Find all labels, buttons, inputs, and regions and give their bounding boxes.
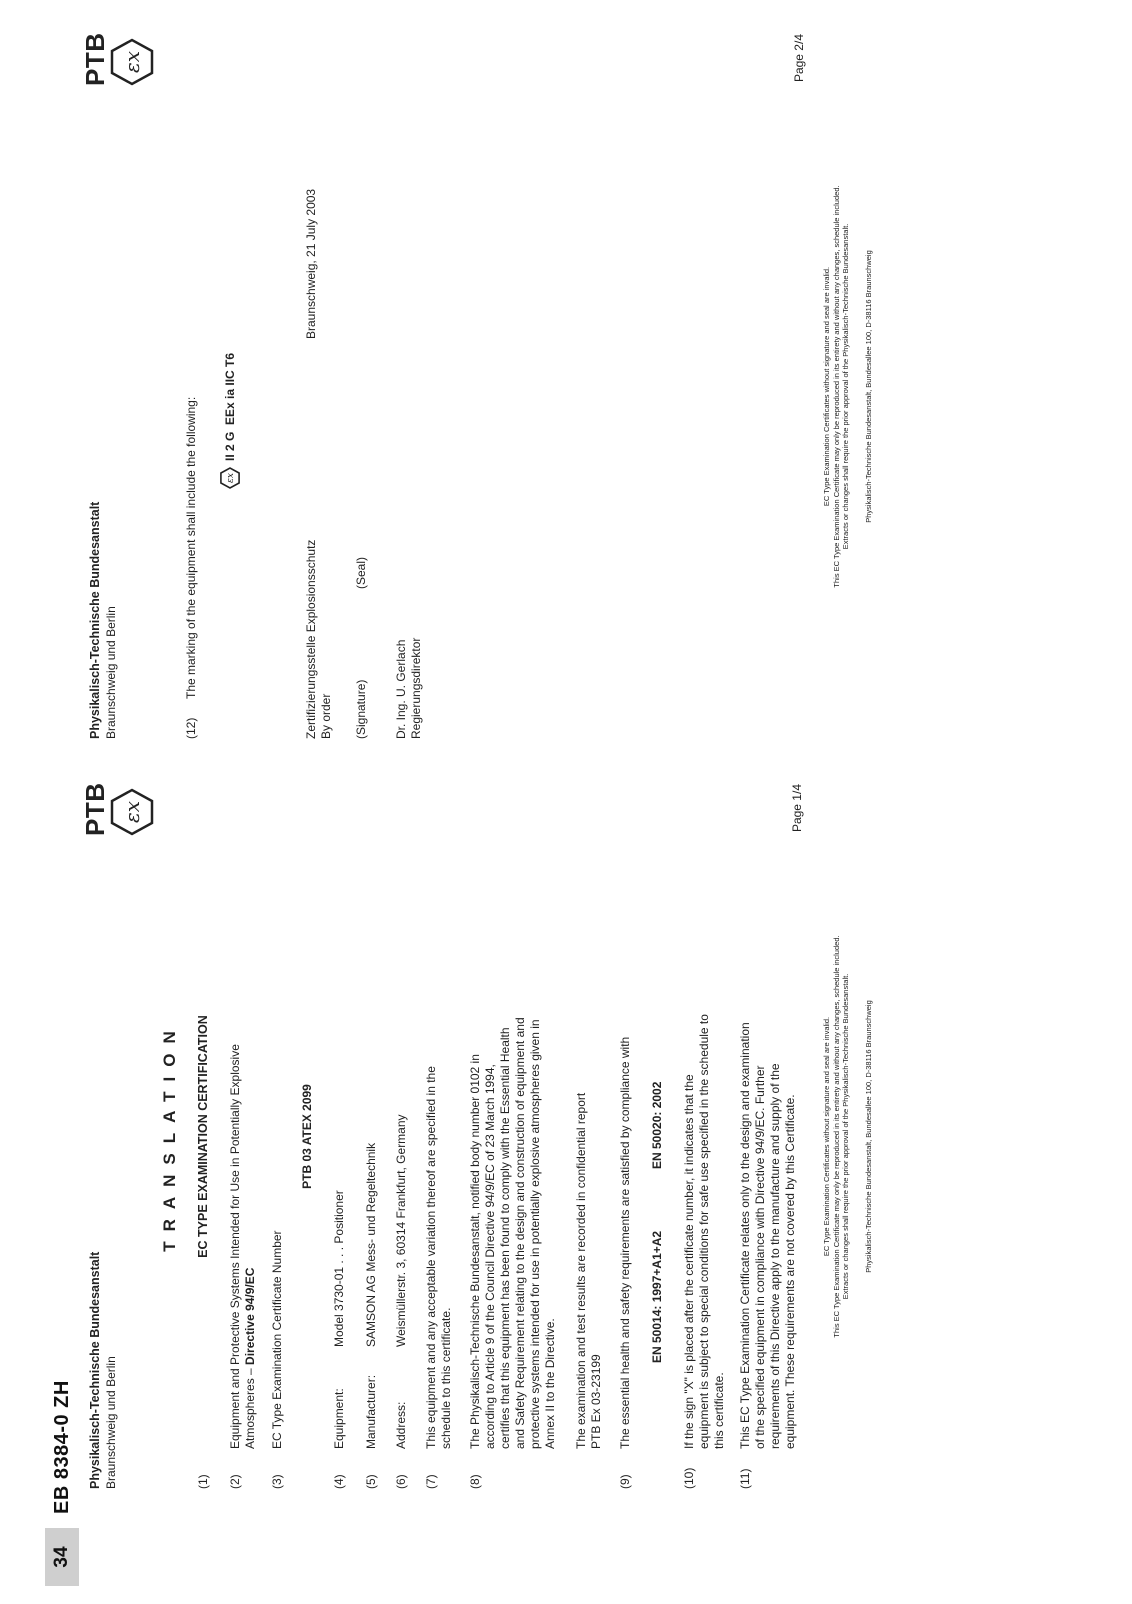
item-8-line: certifies that this equipment has been found to comply with the Essential Health	[498, 1027, 512, 1449]
footer-line: Extracts or changes shall require the prior approval of the Physikalisch-Technische Bundesanstalt.	[841, 973, 850, 1300]
footer-address-1: Physikalisch-Technische Bundesanstalt, Bundesallee 100, D-38116 Braunschweig	[864, 1000, 873, 1273]
item-7-line: This equipment and any acceptable variation thereof are specified in the	[424, 1066, 438, 1449]
svg-text:εx: εx	[226, 473, 237, 483]
signature: (Signature)	[354, 679, 368, 739]
ptb-logo-text: PTB	[80, 32, 110, 86]
certificate-page-2	[80, 32, 1098, 739]
item-8-line: protective systems intended for use in potentially explosive atmospheres given in	[528, 1019, 542, 1449]
footer-line: EC Type Examination Certificates without signature and seal are invalid.	[822, 266, 831, 507]
translation-heading: TRANSLATION	[160, 1021, 179, 1252]
page-label-2: Page 2/4	[792, 34, 806, 83]
item-11-line: requirements of this Directive apply to the manufacture and supply of the	[768, 1063, 782, 1449]
marking-code: II 2 G EEx ia IIC T6	[222, 352, 237, 461]
signer-title: Regierungsdirektor	[409, 637, 423, 739]
footer-line: This EC Type Examination Certificate may only be reproduced in its entirety and without any changes, schedule included.	[831, 185, 841, 588]
manufacturer-label: Manufacturer:	[364, 1374, 378, 1449]
item-11-line: of the specified equipment in compliance with Directive 94/9/EC. Further	[753, 1065, 767, 1449]
footer-line: Extracts or changes shall require the prior approval of the Physikalisch-Technische Bundesanstalt.	[841, 223, 850, 550]
certificate-title: EC TYPE EXAMINATION CERTIFICATION	[196, 1015, 210, 1258]
footer-address-2: Physikalisch-Technische Bundesanstalt, Bundesallee 100, D-38116 Braunschweig	[864, 250, 873, 523]
institute-city: Braunschweig und Berlin	[104, 1356, 118, 1489]
item-12-text: The marking of the equipment shall include the following:	[184, 396, 198, 699]
side-header	[30, 1380, 94, 1586]
item-8-line: The Physikalisch-Technische Bundesanstalt, notified body number 0102 in	[468, 1054, 482, 1449]
footer-line: This EC Type Examination Certificate may only be reproduced in its entirety and without any changes, schedule included.	[831, 935, 841, 1338]
ex-hexagon-icon	[220, 467, 240, 489]
item-number: (7)	[424, 1474, 438, 1489]
item-10-line: If the sign "X" is placed after the certificate number, it indicates that the	[682, 1074, 696, 1449]
directive-ref: Directive 94/9/EC	[243, 1267, 257, 1365]
institute-city: Braunschweig und Berlin	[104, 606, 118, 739]
item-7-line: schedule to this certificate.	[439, 1307, 453, 1449]
item-number: (1)	[196, 1474, 210, 1489]
item-9-text: The essential health and safety requirements are satisfied by compliance with	[618, 1036, 632, 1449]
seal: (Seal)	[354, 556, 368, 589]
item-10-line: this certificate.	[712, 1372, 726, 1449]
ptb-logo-text: PTB	[80, 782, 110, 836]
ptb-logo	[82, 784, 160, 836]
address-value: Weismüllerstr. 3, 60314 Frankfurt, Germany	[394, 1114, 408, 1347]
item-number: (4)	[332, 1474, 346, 1489]
ex-hexagon-icon	[110, 788, 154, 836]
manufacturer-value: SAMSON AG Mess- und Regeltechnik	[364, 1142, 378, 1347]
item-number: (9)	[618, 1474, 632, 1489]
item-2-line-1: Equipment and Protective Systems Intended for Use in Potentially Explosive	[228, 1044, 242, 1449]
item-8-line: and Safety Requirement relating to the design and construction of equipment and	[513, 1017, 527, 1449]
footer-notice-2	[822, 34, 851, 739]
item-8-line: according to Article 9 of the Council Directive 94/9/EC of 23 March 1994,	[483, 1064, 497, 1449]
signer-name: Dr. Ing. U. Gerlach	[394, 639, 408, 739]
item-number: (11)	[738, 1468, 752, 1489]
item-number: (8)	[468, 1474, 482, 1489]
item-3-text: EC Type Examination Certificate Number	[270, 1230, 284, 1449]
standard-en-50014: EN 50014: 1997+A1+A2	[650, 1230, 664, 1363]
equipment-label: Equipment:	[332, 1388, 346, 1449]
svg-text:εx: εx	[120, 50, 144, 74]
item-10-line: equipment is subject to special conditions for safe use specified in the schedule to	[697, 1014, 711, 1449]
item-number: (12)	[184, 717, 198, 739]
item-11-line: This EC Type Examination Certificate relates only to the design and examination	[738, 1022, 752, 1449]
item-2-line-2a: Atmospheres –	[243, 1364, 257, 1449]
by-order: By order	[319, 693, 333, 739]
standard-en-50020: EN 50020: 2002	[650, 1081, 664, 1169]
address-label: Address:	[394, 1401, 408, 1449]
equipment-value: Model 3730-01 . . . Positioner	[332, 1190, 346, 1347]
item-11-line: equipment. These requirements are not covered by this Certificate.	[783, 1094, 797, 1449]
ptb-logo	[82, 34, 160, 86]
item-number: (2)	[228, 1474, 242, 1489]
item-number: (6)	[394, 1474, 408, 1489]
certificate-number: PTB 03 ATEX 2099	[300, 1084, 314, 1189]
svg-text:εx: εx	[120, 800, 144, 824]
item-number: (5)	[364, 1474, 378, 1489]
report-line: PTB Ex 03-23199	[589, 1354, 603, 1449]
item-number: (10)	[682, 1467, 696, 1489]
cert-body: Zertifizierungsstelle Explosionsschutz	[304, 539, 318, 739]
certificate-page-1	[80, 782, 1098, 1489]
document-id: EB 8384-0 ZH	[50, 1380, 73, 1514]
footer-line: EC Type Examination Certificates without signature and seal are invalid.	[822, 1016, 831, 1257]
footer-notice-1	[822, 784, 851, 1489]
place-date: Braunschweig, 21 July 2003	[304, 188, 318, 339]
institute-name: Physikalisch-Technische Bundesanstalt	[88, 501, 102, 739]
report-line: The examination and test results are recorded in confidential report	[574, 1092, 588, 1449]
page-label-1: Page 1/4	[790, 784, 804, 833]
page-number-box: 34	[45, 1528, 79, 1586]
ex-hexagon-icon	[110, 38, 154, 86]
item-number: (3)	[270, 1474, 284, 1489]
equipment-marking	[220, 353, 240, 489]
institute-name: Physikalisch-Technische Bundesanstalt	[88, 1251, 102, 1489]
item-8-line: Annex II to the Directive.	[543, 1318, 557, 1449]
